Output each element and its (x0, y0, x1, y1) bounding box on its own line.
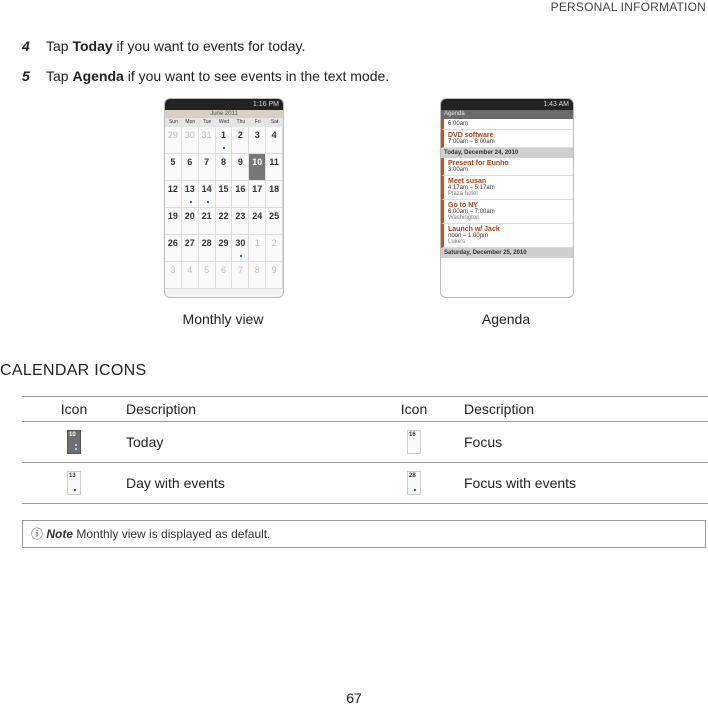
event-time: 7:00am – 8:00am (448, 139, 495, 145)
agenda-event[interactable] (441, 200, 573, 224)
event-time: 3:00am (448, 167, 469, 173)
agenda-event[interactable] (441, 130, 573, 148)
day-cell[interactable]: 14 (199, 181, 216, 208)
description: Today (126, 422, 364, 463)
day-cell[interactable]: 20 (182, 208, 199, 235)
step-text-post: if you want to events for today. (112, 38, 306, 54)
agenda-event[interactable] (441, 176, 573, 200)
description: Focus with events (464, 463, 708, 504)
event-location: Plaza hotel (448, 191, 478, 197)
day-cell[interactable]: 2 (232, 127, 249, 154)
section-title: CALENDAR ICONS (0, 362, 147, 379)
day-cell[interactable]: 8 (249, 262, 266, 289)
step-text-post: if you want to see events in the text mode. (123, 68, 390, 84)
col-header: Icon (364, 397, 464, 422)
day-cell[interactable]: 19 (165, 208, 182, 235)
day-cell[interactable]: 16 (232, 181, 249, 208)
day-cell[interactable]: 26 (165, 235, 182, 262)
event-time: 6:00am (448, 121, 469, 127)
status-bar: 1:43 AM (441, 99, 573, 110)
event-time: noon – 1:00pm (448, 233, 489, 239)
step-text-pre: Tap (46, 68, 73, 84)
day-cell[interactable]: 12 (165, 181, 182, 208)
caption-monthly: Monthly view (182, 311, 264, 327)
day-cell[interactable]: 11 (266, 154, 283, 181)
day-cell[interactable]: 29 (216, 235, 233, 262)
day-cell[interactable]: 17 (249, 181, 266, 208)
day-cell[interactable]: 9 (266, 262, 283, 289)
caption-agenda: Agenda (481, 311, 531, 327)
running-header: PERSONAL INFORMATION (550, 0, 706, 14)
weekday-label: Sun (168, 119, 178, 125)
day-cell[interactable]: 3 (249, 127, 266, 154)
step-keyword: Today (72, 38, 113, 54)
weekday-label: Thu (236, 119, 246, 125)
event-location: Washington (448, 215, 480, 221)
event-title: Present for Eunho (448, 160, 509, 167)
month-grid (165, 127, 283, 289)
agenda-event[interactable] (441, 158, 573, 176)
agenda-day-header: Today, December 24, 2010 (441, 148, 573, 158)
agenda-event[interactable] (441, 224, 573, 248)
day-cell[interactable]: 5 (165, 154, 182, 181)
day-cell[interactable]: 29 (165, 127, 182, 154)
table-header-row (22, 397, 708, 422)
note-box (22, 520, 706, 548)
day-cell[interactable]: 10 (249, 154, 266, 181)
weekday-header (165, 118, 283, 127)
day-cell[interactable]: 13 (182, 181, 199, 208)
day-cell[interactable]: 22 (216, 208, 233, 235)
event-time: 6:00am – 7:00am (448, 209, 495, 215)
day-cell[interactable]: 6 (182, 154, 199, 181)
day-cell[interactable]: 7 (232, 262, 249, 289)
today-icon: 10 (67, 430, 81, 454)
agenda-day-header: Saturday, December 25, 2010 (441, 248, 573, 258)
day-cell[interactable]: 4 (182, 262, 199, 289)
event-title: Meet susan (448, 178, 487, 185)
day-cell[interactable]: 8 (216, 154, 233, 181)
page-number: 67 (346, 690, 362, 706)
step-keyword: Agenda (72, 68, 124, 84)
day-cell[interactable]: 30 (182, 127, 199, 154)
day-cell[interactable]: 1 (249, 235, 266, 262)
day-cell[interactable]: 31 (199, 127, 216, 154)
description: Day with events (126, 463, 364, 504)
weekday-label: Mon (185, 119, 196, 125)
day-cell[interactable]: 3 (165, 262, 182, 289)
day-cell[interactable]: 6 (216, 262, 233, 289)
day-cell[interactable]: 2 (266, 235, 283, 262)
note-label: Note (46, 527, 74, 541)
day-cell[interactable]: 24 (249, 208, 266, 235)
table-row (22, 422, 708, 463)
note-text: Monthly view is displayed as default. (73, 527, 271, 541)
weekday-label: Wed (218, 119, 230, 125)
col-header: Icon (22, 397, 126, 422)
step-number: 5 (22, 68, 30, 84)
day-cell[interactable]: 15 (216, 181, 233, 208)
focus-icon: 16 (407, 430, 421, 454)
monthly-view-screenshot (164, 98, 284, 298)
event-time: 4:17am – 5:17am (448, 185, 495, 191)
event-title: Launch w/ Jack (448, 226, 500, 233)
event-location: Luke's (448, 239, 466, 245)
day-cell[interactable]: 30 (232, 235, 249, 262)
day-cell[interactable]: 23 (232, 208, 249, 235)
event-title: DVD software (448, 132, 494, 139)
table-row (22, 463, 708, 504)
col-header: Description (126, 397, 364, 422)
day-with-events-icon: 13 (67, 471, 81, 495)
info-icon: ⓘ (31, 527, 44, 541)
day-cell[interactable]: 4 (266, 127, 283, 154)
day-cell[interactable]: 5 (199, 262, 216, 289)
day-cell[interactable]: 9 (232, 154, 249, 181)
day-cell[interactable]: 28 (199, 235, 216, 262)
agenda-event[interactable] (441, 119, 573, 130)
focus-with-events-icon: 28 (407, 471, 421, 495)
agenda-screenshot (440, 98, 574, 298)
status-bar: 1:16 PM (165, 99, 283, 110)
weekday-label: Sat (270, 119, 279, 125)
day-cell[interactable]: 25 (266, 208, 283, 235)
step-number: 4 (22, 38, 30, 54)
calendar-icons-table (22, 396, 708, 504)
day-cell[interactable]: 27 (182, 235, 199, 262)
step-5 (22, 68, 389, 84)
agenda-list (441, 119, 573, 258)
step-4 (22, 38, 305, 54)
col-header: Description (464, 397, 708, 422)
day-cell[interactable]: 1 (216, 127, 233, 154)
event-title: Go to NY (448, 202, 478, 209)
agenda-title: Agenda (441, 110, 573, 119)
day-cell[interactable]: 7 (199, 154, 216, 181)
day-cell[interactable]: 18 (266, 181, 283, 208)
description: Focus (464, 422, 708, 463)
day-cell[interactable]: 21 (199, 208, 216, 235)
step-text-pre: Tap (46, 38, 73, 54)
weekday-label: Tue (202, 119, 212, 125)
month-title: June 2011 (165, 110, 283, 118)
weekday-label: Fri (254, 119, 261, 125)
